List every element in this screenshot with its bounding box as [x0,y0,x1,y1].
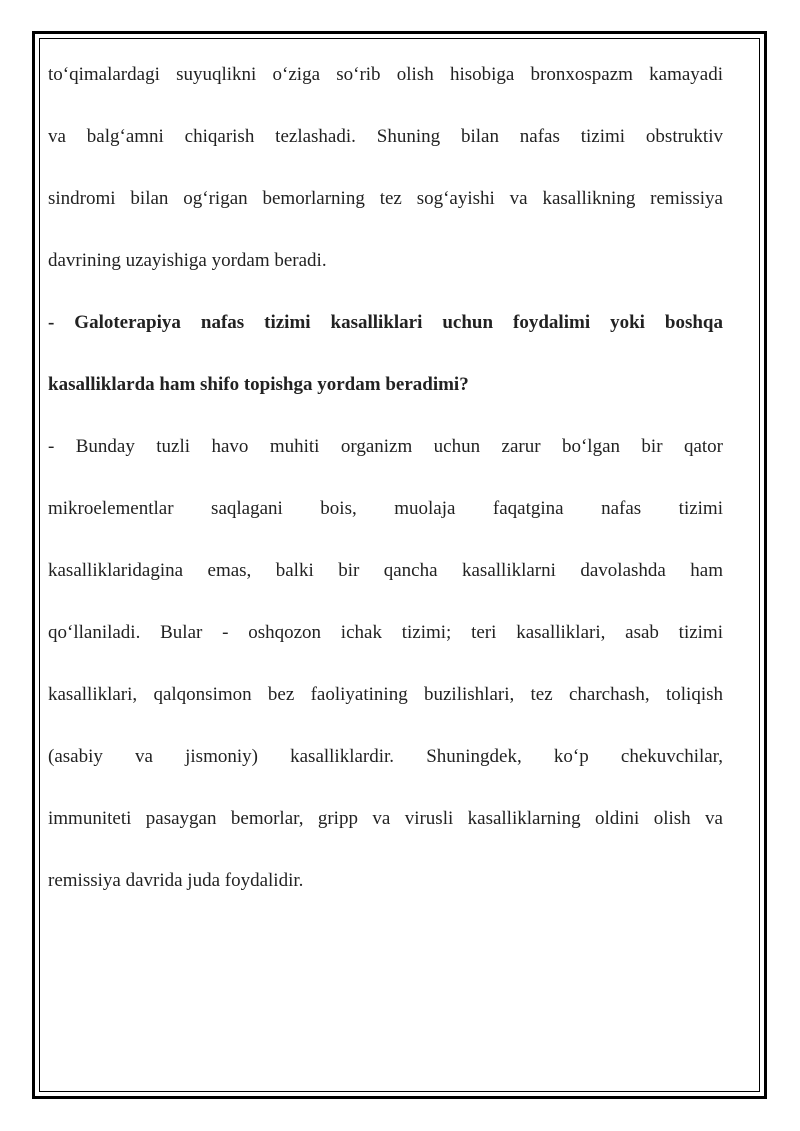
text-line: - Galoterapiya nafas tizimi kasalliklari uchun foydalimi yoki boshqa [48,312,723,333]
text-line: kasalliklarda ham shifo topishga yordam beradimi? [48,374,469,395]
text-line: kasalliklari, qalqonsimon bez faoliyatining buzilishlari, tez charchash, toliqish [48,684,723,705]
paragraph-answer [48,416,723,912]
paragraph-halotherapy-effect [48,44,723,292]
text-line: to‘qimalardagi suyuqlikni o‘ziga so‘rib olish hisobiga bronxospazm kamayadi [48,64,723,85]
paragraph-question [48,292,723,416]
text-line: qo‘llaniladi. Bular - oshqozon ichak tizimi; teri kasalliklari, asab tizimi [48,622,723,643]
text-line: mikroelementlar saqlagani bois, muolaja faqatgina nafas tizimi [48,498,723,519]
text-line: davrining uzayishiga yordam beradi. [48,250,327,271]
text-line: (asabiy va jismoniy) kasalliklardir. Shuningdek, ko‘p chekuvchilar, [48,746,723,767]
document-body [48,44,723,912]
text-line: immuniteti pasaygan bemorlar, gripp va virusli kasalliklarning oldini olish va [48,808,723,829]
text-line: remissiya davrida juda foydalidir. [48,870,304,891]
text-line: va balg‘amni chiqarish tezlashadi. Shuning bilan nafas tizimi obstruktiv [48,126,723,147]
text-line: - Bunday tuzli havo muhiti organizm uchun zarur bo‘lgan bir qator [48,436,723,457]
text-line: kasalliklaridagina emas, balki bir qancha kasalliklarni davolashda ham [48,560,723,581]
text-line: sindromi bilan og‘rigan bemorlarning tez sog‘ayishi va kasallikning remissiya [48,188,723,209]
